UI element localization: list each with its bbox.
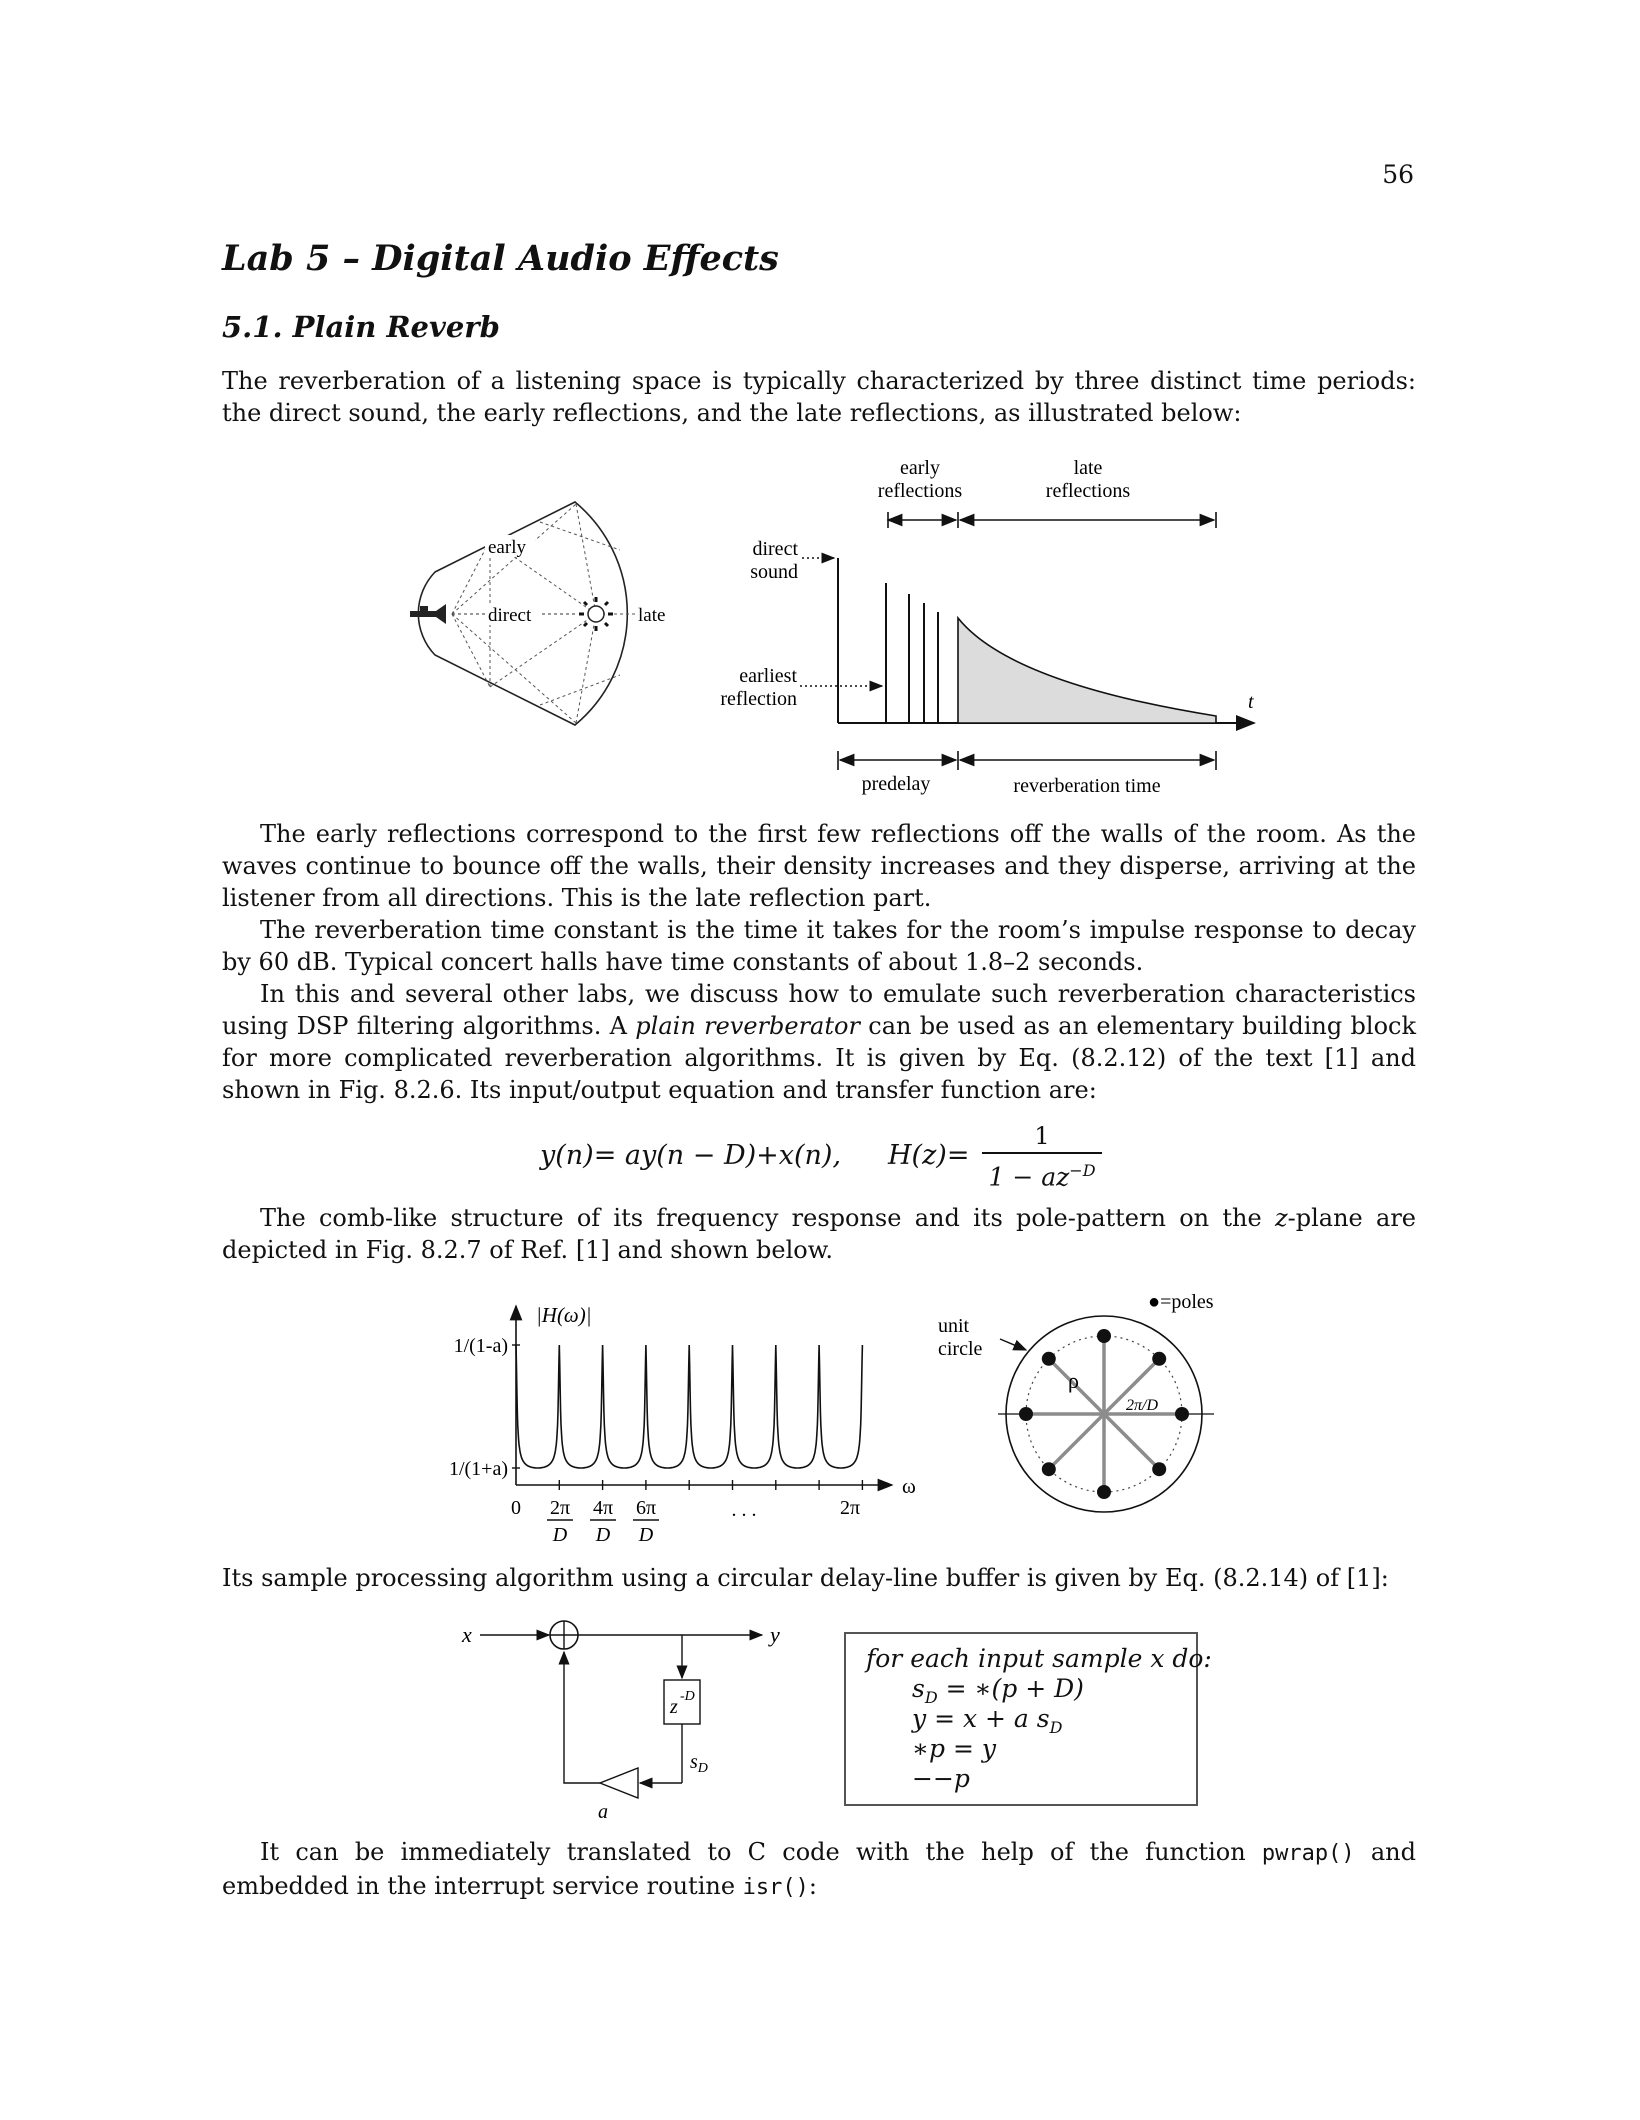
code-pwrap: pwrap() [1261, 1841, 1355, 1866]
y-axis-label: |H(ω)| [536, 1303, 592, 1327]
pole-marker [1097, 1329, 1111, 1343]
label-late: late [638, 605, 666, 626]
reverb-equation [530, 1120, 1170, 1200]
label-late-reflections-2: reflections [1045, 480, 1131, 502]
tick-2pi-end: 2π [839, 1497, 861, 1519]
label-earliest-reflection-2: reflection [720, 688, 797, 710]
tick-0: 0 [511, 1497, 521, 1519]
algo-line-2: $s_D$ = ∗(p + D) [912, 1674, 1084, 1707]
early-reflection-lines [886, 583, 938, 723]
pole-marker [1152, 1352, 1166, 1366]
late-decay-envelope [958, 618, 1216, 723]
label-x: x [462, 1622, 472, 1647]
tick-D-3: D [638, 1524, 654, 1546]
tick-ellipsis: . . . [731, 1499, 757, 1521]
tick-4pi: 4π [592, 1497, 614, 1519]
label-y: y [770, 1622, 780, 1647]
pole-marker [1019, 1407, 1033, 1421]
label-reverberation-time: reverberation time [1013, 775, 1161, 797]
listener-icon [579, 597, 613, 631]
pole-pattern-figure [920, 1284, 1240, 1534]
label-t: t [1248, 691, 1254, 713]
block-diagram-figure [450, 1618, 830, 1840]
paragraph-time-constant: The reverberation time constant is the time it takes for the room’s impulse response to decay by 60 dB. Typical concert halls have time constants of about 1.8–2 seconds. [222, 916, 1416, 976]
label-direct-sound: direct [752, 538, 798, 560]
impulse-response-figure [700, 448, 1270, 808]
equation-hz: H(z)= [888, 1140, 970, 1171]
code-isr: isr() [742, 1875, 809, 1900]
label-z-exponent: -D [680, 1689, 695, 1704]
paragraph-comb: The comb-like structure of its frequency response and its pole-pattern on the z-plane are depicted in Fig. 8.2.7 of Ref. [1] and shown below. [222, 1204, 1417, 1264]
label-predelay: predelay [861, 773, 931, 795]
pole-legend: ●=poles [1148, 1291, 1214, 1313]
label-angle: 2π/D [1126, 1397, 1159, 1414]
label-early-reflections-2: reflections [877, 480, 963, 502]
equation-denominator: $1 - az^{-D}$ [988, 1161, 1096, 1192]
pole-spoke [1049, 1414, 1104, 1469]
pole-marker [1042, 1352, 1056, 1366]
gain-triangle [600, 1768, 638, 1798]
algo-line-1: for each input sample x do: [866, 1644, 1212, 1673]
label-sD: $s_D$ [690, 1751, 708, 1776]
equation-io: y(n)= ay(n − D)+x(n), [540, 1140, 842, 1171]
label-min: 1/(1+a) [448, 1458, 508, 1480]
page-number: 56 [1382, 160, 1414, 189]
paragraph-early-reflections: The early reflections correspond to the first few reflections off the walls of the room. As the waves continue to bounce off the walls, their density increases and they disperse, arriving at the listener from all directions. This is the late reflection part. [222, 820, 1416, 912]
label-a: a [598, 1801, 608, 1823]
tick-2pi: 2π [549, 1497, 571, 1519]
paragraph-emulate: In this and several other labs, we discuss how to emulate such reverberation characteristics using DSP filtering algorithms. A plain reverberator can be used as an elementary building block for more complicated reverberation algorithms. It is given by Eq. (8.2.12) of the text [1] and shown in Fig. 8.2.6. Its input/output equation and transfer function are: [222, 980, 1417, 1104]
frequency-response-figure [420, 1290, 940, 1560]
label-z: z [670, 1696, 678, 1718]
transfer-function-fraction [982, 1120, 1102, 1194]
chapter-title: Lab 5 – Digital Audio Effects [222, 238, 779, 279]
pole-marker [1175, 1407, 1189, 1421]
label-max: 1/(1-a) [453, 1335, 508, 1357]
label-early: early [488, 537, 526, 558]
tick-D-1: D [552, 1524, 568, 1546]
room-reverb-figure [390, 490, 690, 730]
label-late-reflections: late [1073, 457, 1103, 479]
label-unit-circle-2: circle [938, 1338, 983, 1360]
label-unit-circle: unit [938, 1315, 970, 1337]
label-direct: direct [488, 605, 532, 626]
algo-line-4: ∗p = y [912, 1734, 996, 1763]
trumpet-icon [410, 604, 446, 624]
algorithm-box [844, 1632, 1212, 1806]
comb-response-curve [516, 1345, 862, 1468]
equation-numerator: 1 [1034, 1122, 1050, 1150]
section-title: 5.1. Plain Reverb [222, 310, 500, 344]
label-direct-sound-2: sound [750, 561, 798, 583]
label-early-reflections: early [900, 457, 940, 479]
paragraph-sample-processing: Its sample processing algorithm using a circular delay-line buffer is given by Eq. (8.2.14) of [1]: [222, 1564, 1389, 1592]
pole-marker [1152, 1462, 1166, 1476]
pole-spoke [1104, 1414, 1159, 1469]
algo-line-3: y = x + a $s_D$ [912, 1704, 1063, 1737]
tick-6pi: 6π [635, 1497, 657, 1519]
x-axis-label: ω [902, 1474, 916, 1498]
tick-D-2: D [595, 1524, 611, 1546]
pole-marker [1097, 1485, 1111, 1499]
intro-paragraph: The reverberation of a listening space is typically characterized by three distinct time periods: the direct sound, the early reflections, and the late reflections, as illustrated below: [222, 367, 1416, 427]
algo-line-5: −−p [912, 1764, 970, 1793]
label-rho: ρ [1068, 1368, 1079, 1393]
label-earliest-reflection: earliest [739, 665, 797, 687]
term-plain-reverberator: plain reverberator [635, 1012, 860, 1040]
paragraph-code: It can be immediately translated to C code with the help of the function pwrap() and embedded in the interrupt service routine isr(): [222, 1838, 1416, 1900]
pole-marker [1042, 1462, 1056, 1476]
